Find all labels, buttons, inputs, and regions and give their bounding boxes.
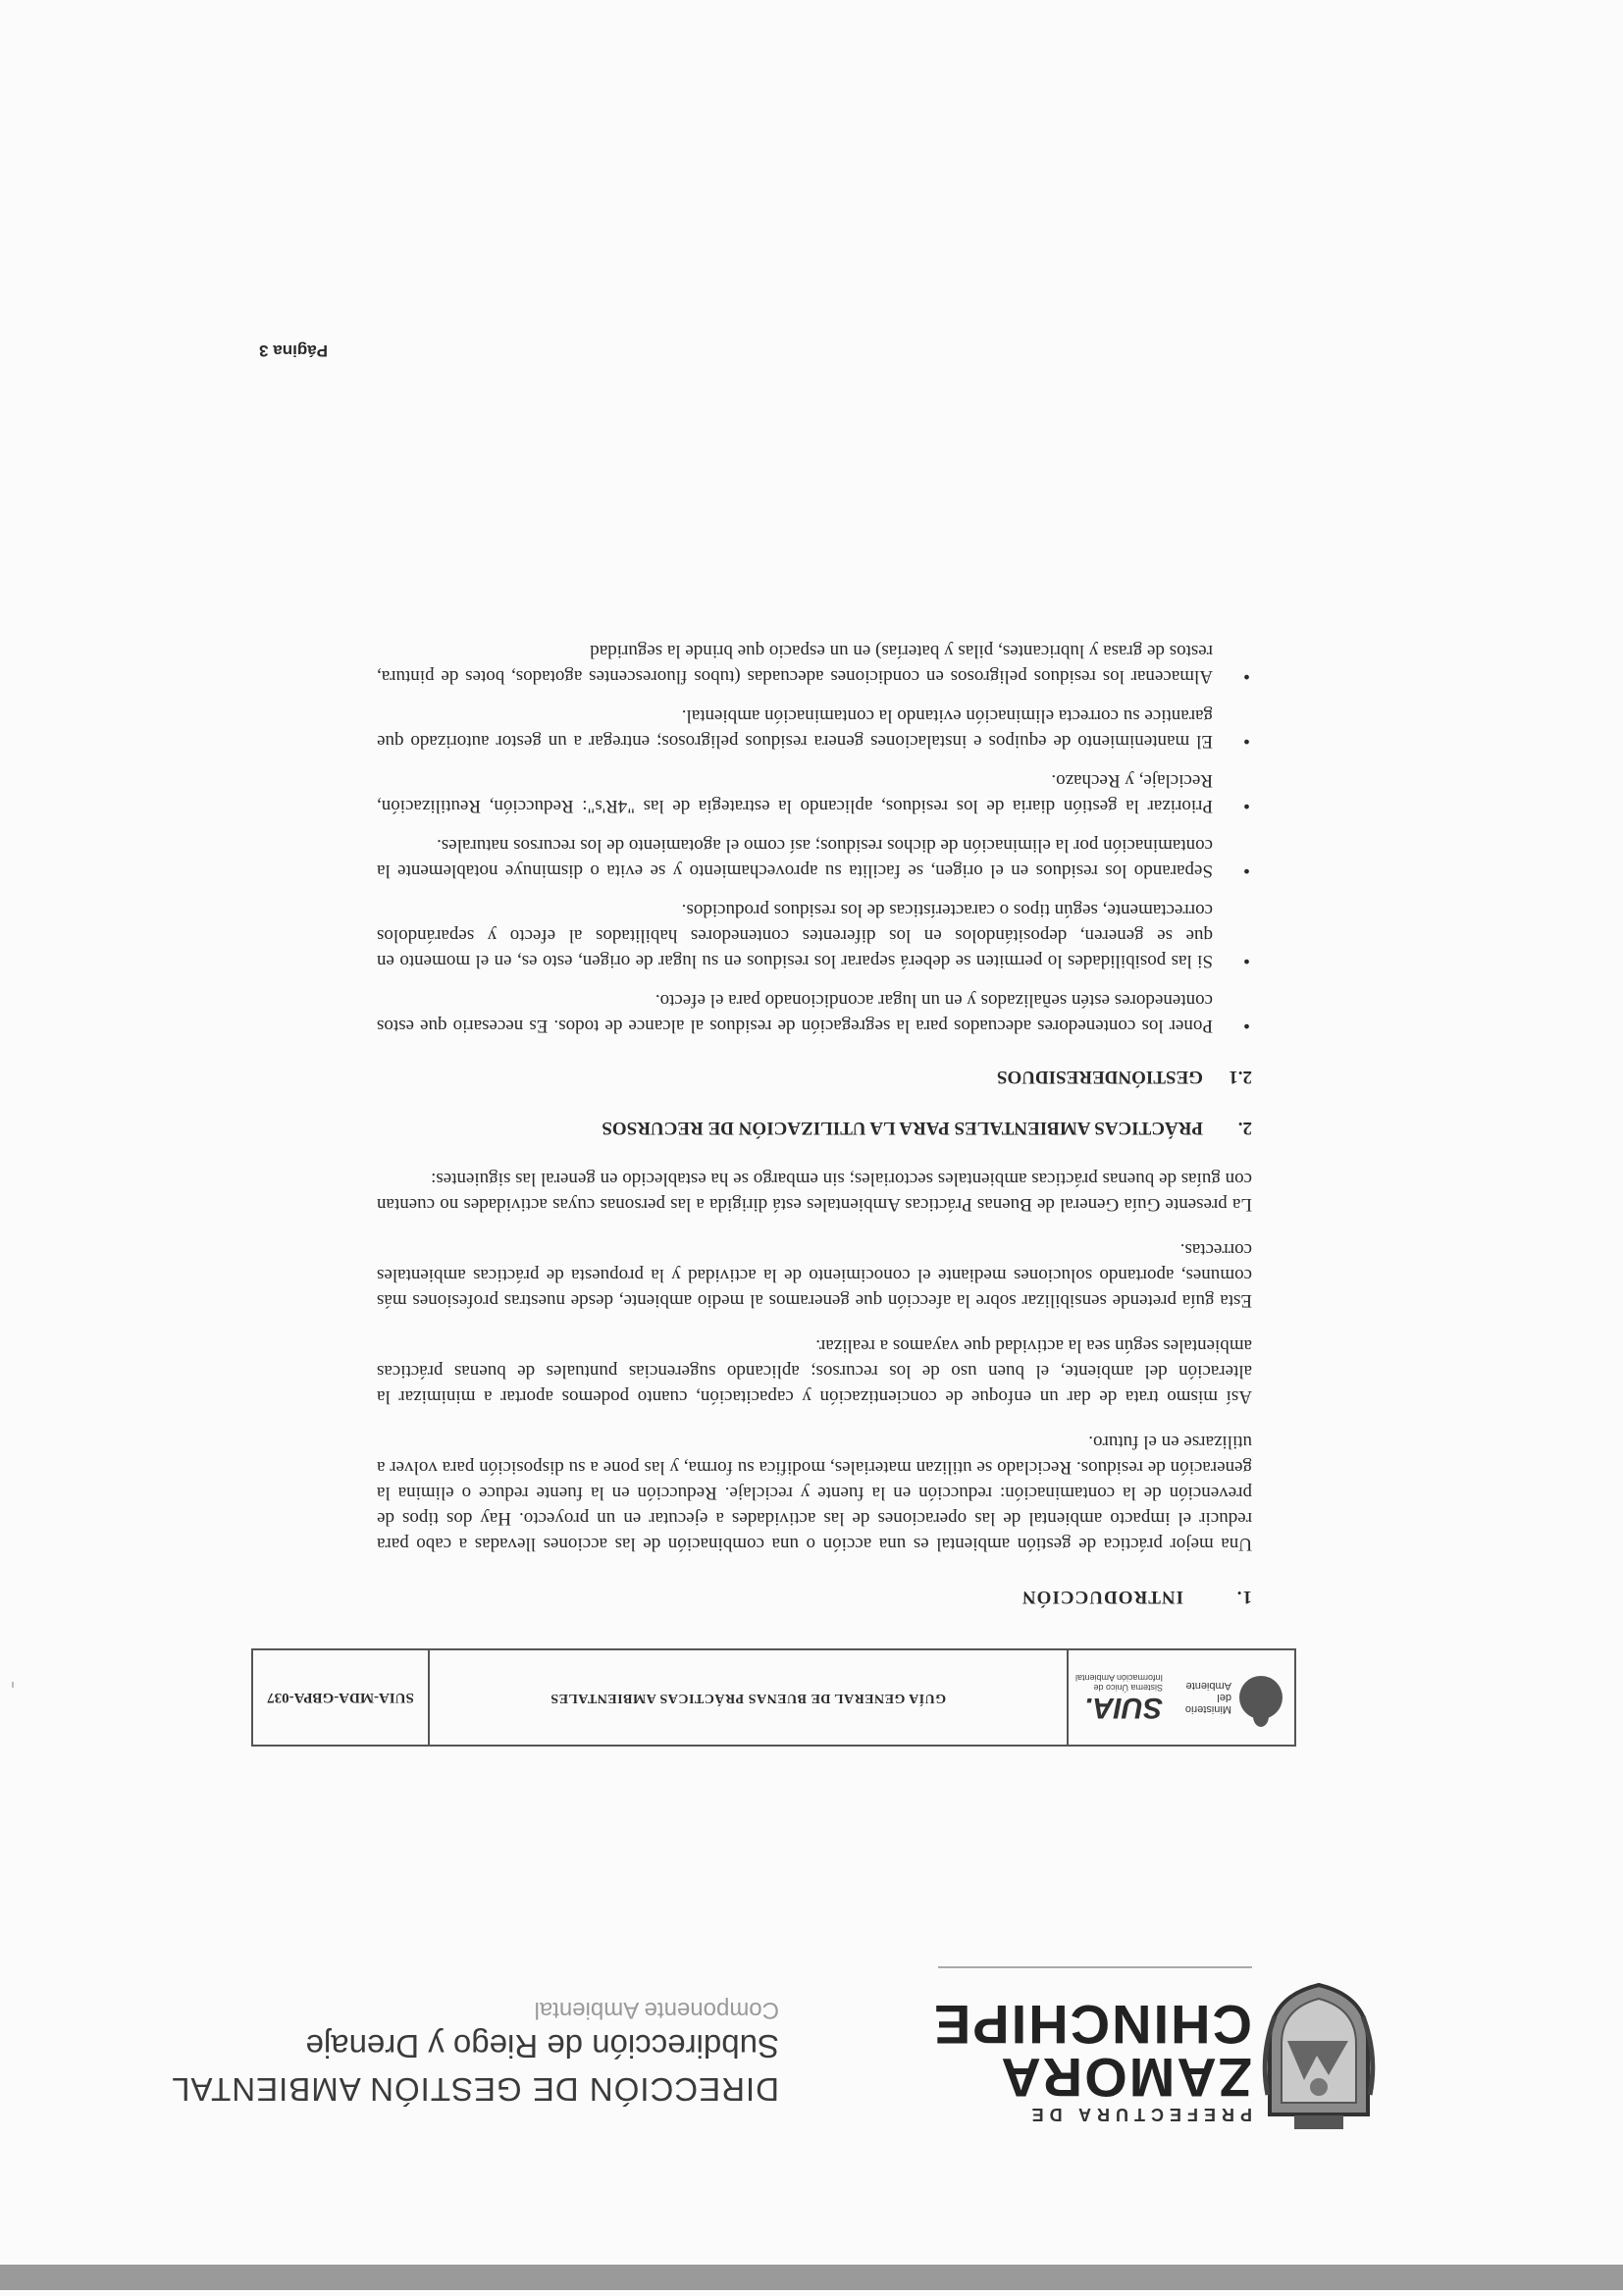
- section-2-1-heading: [377, 1064, 1252, 1089]
- section-2-1-number: 2.1: [1229, 1067, 1252, 1087]
- suia-label: SUIA.: [1083, 1692, 1163, 1724]
- list-item: • Si las posibilidades lo permiten se deberá separar los residuos en su lugar de origen, esto es, en el momento en que se generen, depositándolos en los diferentes contenedores habilitados al efecto y separándolos correctamente, según tipos o características de los residuos producidos.: [377, 897, 1213, 973]
- prefectura-name-line2: CHINCHIPE: [931, 1994, 1252, 2056]
- direction-title: DIRECCIÓN DE GESTIÓN AMBIENTAL: [171, 2071, 779, 2108]
- letterhead-divider: [938, 1966, 1252, 1968]
- waste-management-list: [377, 638, 1252, 1038]
- section-1-heading: [377, 1584, 1252, 1609]
- section-2-1-title: GESTIÓNDERESIDUOS: [996, 1067, 1203, 1087]
- section-2-heading: [377, 1115, 1252, 1140]
- ministerio-logo-icon: [1239, 1676, 1283, 1719]
- document-body: [377, 624, 1252, 1609]
- intro-paragraph: Esta guía pretende sensibilizar sobre la afección que generamos al medio ambiente, desde nuestras profesiones más comunes, aportando soluciones mediante el conocimiento de la actividad y la propuesta de prácticas ambientales correctas.: [377, 1239, 1252, 1311]
- list-item: • Priorizar la gestión diaria de los residuos, aplicando la estrategia de las "4R's": Reducción, Reutilización, Reciclaje, y Rechazo.: [377, 767, 1213, 818]
- suia-sub-label: Sistema Único de Información Ambiental: [1074, 1673, 1163, 1693]
- prefectura-label: PREFECTURA DE: [1025, 2105, 1252, 2124]
- page-number: Página 3: [259, 341, 328, 360]
- intro-paragraph: La presente Guía General de Buenas Prácticas Ambientales está dirigida a las personas cuyas actividades no cuentan con guías de buenas prácticas ambientales sectoriales; sin embargo se ha establecido en general las siguientes:: [377, 1169, 1252, 1215]
- header-gray-band: [0, 2265, 1623, 2290]
- section-2-number: 2.: [1237, 1118, 1252, 1138]
- list-item: • El mantenimiento de equipos e instalaciones genera residuos peligrosos; entregar a un gestor autorizado que garantice su correcta eliminación evitando la contaminación ambiental.: [377, 703, 1213, 754]
- component-label: Componente Ambiental: [534, 1997, 779, 2023]
- section-1-number: 1.: [1235, 1587, 1252, 1607]
- logos-cell: [1067, 1650, 1294, 1745]
- guide-title-cell: GUÍA GENERAL DE BUENAS PRÁCTICAS AMBIENTALES: [428, 1650, 1067, 1745]
- document-header-table: [251, 1648, 1296, 1747]
- section-1-title: INTRODUCCIÓN: [1021, 1587, 1183, 1607]
- section-2-title: PRÁCTICAS AMBIENTALES PARA LA UTILIZACIÓN DE RECURSOS: [602, 1118, 1203, 1138]
- intro-paragraph: Así mismo trata de dar un enfoque de concientización y capacitación, cuanto podemos aportar a minimizar la alteración del ambiente, el buen uso de los recursos; aplicando sugerencias puntuales de buenas prácticas ambientales según sea la actividad que vayamos a realizar.: [377, 1335, 1252, 1407]
- ministerio-label: Ministerio del Ambiente: [1184, 1680, 1231, 1715]
- prefectura-logo-text: [931, 1994, 1252, 2124]
- prefectura-crest-icon: [1260, 1982, 1378, 2134]
- direction-block: [171, 1996, 779, 2108]
- list-item: • Poner los contenedores adecuados para la segregación de residuos al alcance de todos. Es necesario que estos contenedores estén señalizados y en un lugar acondicionado para el efecto.: [377, 987, 1213, 1038]
- subdirection-title: Subdirección de Riego y Drenaje: [305, 2028, 779, 2064]
- list-item: • Almacenar los residuos peligrosos en condiciones adecuadas (tubos fluorescentes agotados, botes de pintura, restos de grasa y lubricantes, pilas y baterías) en un espacio que brinde la seguridad: [377, 638, 1213, 689]
- scan-artifact: [12, 1682, 14, 1688]
- suia-logo: [1074, 1673, 1163, 1722]
- intro-paragraph: Una mejor práctica de gestión ambiental es una acción o una combinación de las acciones llevadas a cabo para reducir el impacto ambiental de las operaciones de las actividades a ejecutar en un proyecto. Hay dos tipos de prevención de la contaminación: reducción en la fuente y reciclaje. Reducción en la fuente reduce o elimina la generación de residuos. Reciclado se utilizan materiales, modifica su forma, y las pone a su disposición para volver a utilizarse en el futuro.: [377, 1432, 1252, 1554]
- list-item: • Separando los residuos en el origen, se facilita su aprovechamiento y se evita o disminuye notablemente la contaminación por la eliminación de dichos residuos; así como el agotamiento de los recursos naturales.: [377, 832, 1213, 883]
- document-code-cell: SUIA-MDA-GBPA-037: [267, 1690, 414, 1706]
- prefectura-name-line1: ZAMORA: [999, 2047, 1252, 2109]
